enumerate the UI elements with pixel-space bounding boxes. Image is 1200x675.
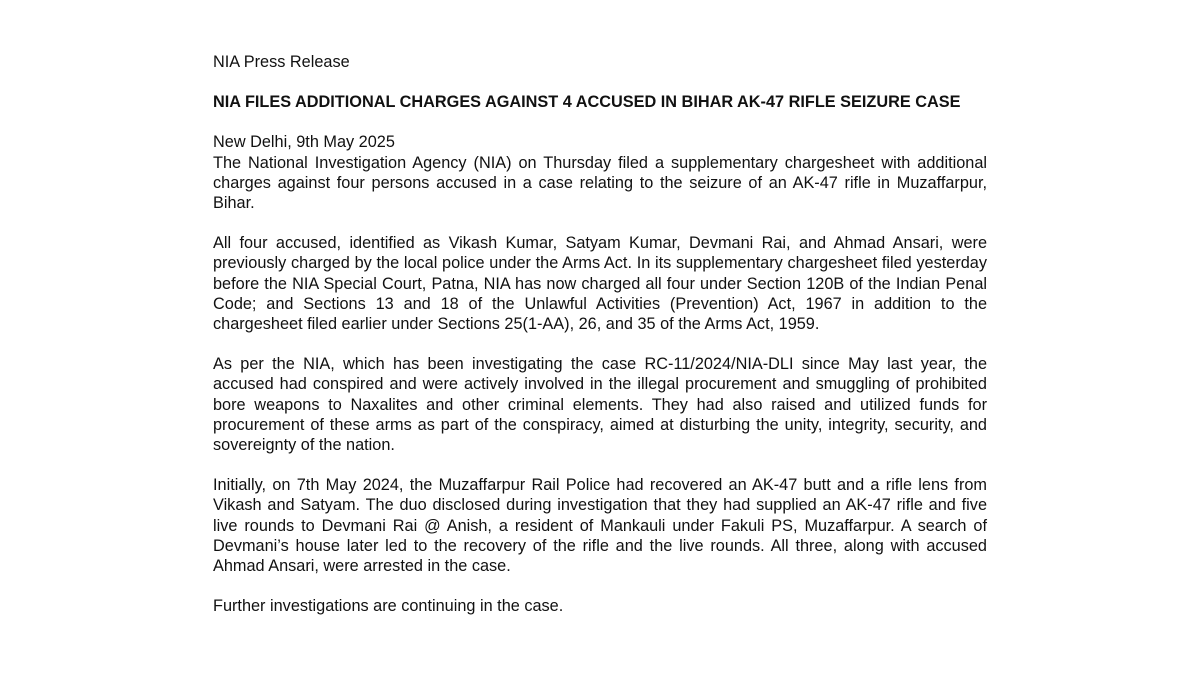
body-paragraph-1: The National Investigation Agency (NIA) on Thursday filed a supplementary chargesheet with additional charges against four persons accused in a case relating to the seizure of an AK-47 rifle in Muzaffarpur, Bihar. [213,153,987,213]
press-release-headline: NIA FILES ADDITIONAL CHARGES AGAINST 4 ACCUSED IN BIHAR AK-47 RIFLE SEIZURE CASE [213,93,961,112]
body-paragraph-2: All four accused, identified as Vikash Kumar, Satyam Kumar, Devmani Rai, and Ahmad Ansari, were previously charged by the local police under the Arms Act. In its supplementary chargesheet filed yesterday before the NIA Special Court, Patna, NIA has now charged all four under Section 120B of the Indian Penal Code; and Sections 13 and 18 of the Unlawful Activities (Prevention) Act, 1967 in addition to the chargesheet filed earlier under Sections 25(1-AA), 26, and 35 of the Arms Act, 1959. [213,234,987,334]
body-paragraph-4: Initially, on 7th May 2024, the Muzaffarpur Rail Police had recovered an AK-47 butt and a rifle lens from Vikash and Satyam. The duo disclosed during investigation that they had supplied an AK-47 rifle and five live rounds to Devmani Rai @ Anish, a resident of Mankauli under Fakuli PS, Muzaffarpur. A search of Devmani’s house later led to the recovery of the rifle and the live rounds. All three, along with accused Ahmad Ansari, were arrested in the case. [213,476,987,576]
body-paragraph-3: As per the NIA, which has been investigating the case RC-11/2024/NIA-DLI since May last year, the accused had conspired and were actively involved in the illegal procurement and smuggling of prohibited bore weapons to Naxalites and other criminal elements. They had also raised and utilized funds for procurement of these arms as part of the conspiracy, aimed at disturbing the unity, integrity, security, and sovereignty of the nation. [213,355,987,455]
dateline: New Delhi, 9th May 2025 [213,133,395,152]
body-paragraph-5: Further investigations are continuing in the case. [213,597,564,616]
press-release-document [213,52,987,636]
press-release-label: NIA Press Release [213,53,350,71]
